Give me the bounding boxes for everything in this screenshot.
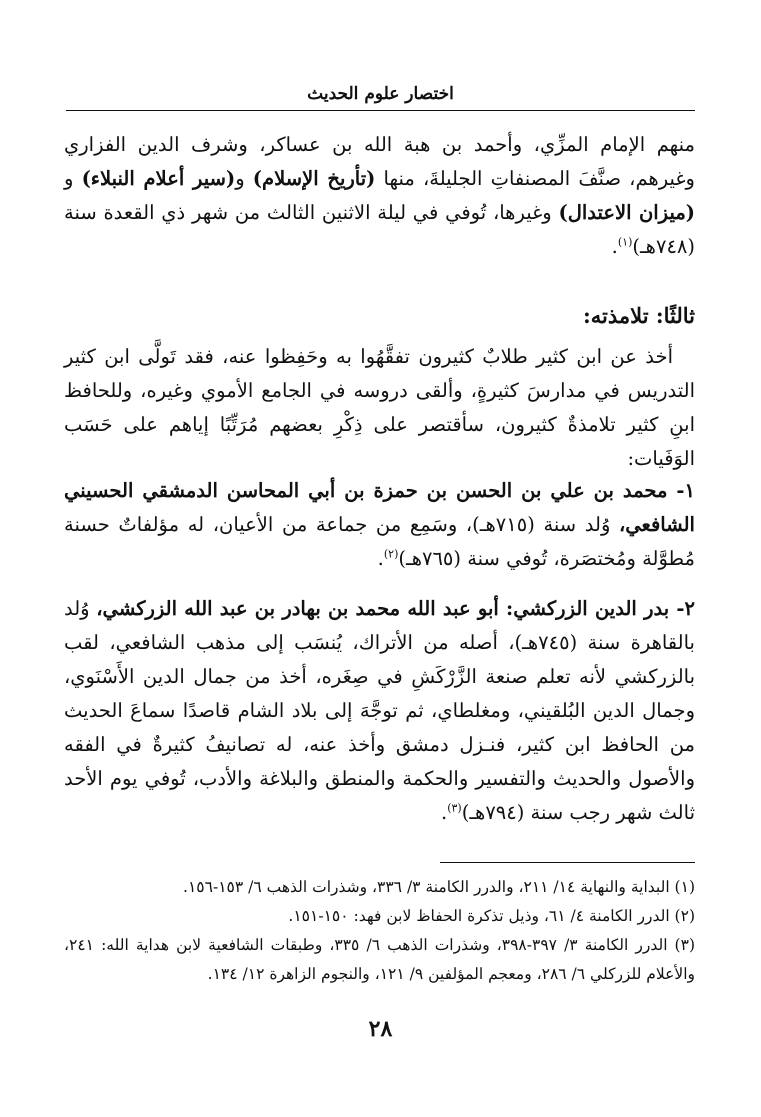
book-title-mizan: (ميزان الاعتدال): [558, 201, 695, 224]
book-title-siyar: (سير أعلام النبلاء): [81, 167, 236, 190]
header-rule: [66, 110, 695, 111]
footnotes: [64, 873, 695, 989]
text-segment: .: [441, 801, 448, 824]
student-bio: وُلد بالقاهرة سنة (٧٤٥هـ)، أصله من الأتراك، يُنسَب إلى مذهب الشافعي، لقب بالزركشي لأنه تعلم صنعة الزَّرْكَشِ في صِغَره، أخذ من جمال الدين الأَسْنَوي، وجمال الدين البُلقيني، ومغلطاي، ثم توجَّهَ إلى بلاد الشام قاصدًا سماعَ الحديث من الحافظ ابن كثير، فنـزل دمشق وأخذ عنه، له تصانيفُ كثيرةٌ في الفقه والأصول والحديث والتفسير والحكمة والمنطق والبلاغة والأدب، تُوفي يوم الأحد ثالث شهر رجب سنة (٧٩٤هـ): [64, 597, 695, 824]
text-segment: و: [235, 167, 253, 190]
paragraph-students-intro: [64, 340, 695, 476]
text-segment: .: [377, 547, 384, 570]
text-segment: .: [611, 235, 618, 258]
paragraph-text: [64, 128, 695, 264]
footnote-rule: [440, 862, 695, 863]
text-segment: وغيرها، تُوفي في ليلة الاثنين الثالث من شهر ذي القعدة سنة (٧٤٨هـ): [64, 201, 695, 258]
footnote-2: (٢) الدرر الكامنة ٤/ ٦١، وذيل تذكرة الحفاظ لابن فهد: ١٥٠-١٥١.: [288, 907, 695, 925]
page-number: ٢٨: [368, 1016, 393, 1042]
footnote-3: (٣) الدرر الكامنة ٣/ ٣٩٧-٣٩٨، وشذرات الذهب ٦/ ٣٣٥، وطبقات الشافعية لابن هداية الله: ٢٤١، والأعلام للزركلي ٦/ ٢٨٦، ومعجم المؤلفين ٩/ ١٢١، والنجوم الزاهرة ١٢/ ١٣٤.: [64, 936, 695, 983]
student-name: بدر الدين الزركشي: أبو عبد الله محمد بن بهادر بن عبد الله الزركشي،: [96, 597, 670, 620]
footnote-ref-2: (٢): [383, 547, 399, 561]
book-title-tarikh: (تأريخ الإسلام): [252, 167, 376, 190]
list-item-student-1: [64, 474, 695, 576]
section-heading-students: ثالثًا: تلامذته:: [583, 303, 695, 328]
running-head: اختصار علوم الحديث: [307, 84, 454, 104]
footnote-ref-3: (٣): [447, 801, 462, 815]
item-number: ٢-: [669, 597, 696, 620]
footnote-ref-1: (١): [617, 235, 633, 249]
footnote-1: (١) البداية والنهاية ١٤/ ٢١١، والدرر الكامنة ٣/ ٣٣٦، وشذرات الذهب ٦/ ١٥٣-١٥٦.: [183, 878, 695, 896]
paragraph-teachers: [64, 128, 695, 264]
paragraph-text: أخذ عن ابن كثير طلابٌ كثيرون تفقَّهُوا به وحَفِظوا عنه، فقد تَولَّى ابن كثير التدريس في مدارسَ كثيرةٍ، وألقى دروسه في الجامع الأموي وغيره، وللحافظ ابنِ كثير تلامذةٌ كثيرون، سأقتصر على ذِكْرِ بعضهم مُرَتِّبًا إياهم على حَسَب الوَفَيات:: [64, 345, 695, 470]
text-segment: منهم الإمام المزِّي، وأحمد بن هبة الله بن عساكر، وشرف الدين الفزاري وغيرهم، صنَّفَ المصنفاتِ الجليلةَ، منها: [64, 133, 695, 190]
text-segment: و: [64, 167, 82, 190]
student-bio: وُلد سنة (٧١٥هـ)، وسَمِع من جماعة من الأعيان، له مؤلفاتٌ حسنة مُطوَّلة ومُختصَرة، تُوفي سنة (٧٦٥هـ): [64, 513, 695, 570]
item-number: ١-: [667, 479, 695, 502]
list-item-student-2: [64, 592, 695, 830]
student-name: محمد بن علي بن الحسن بن حمزة بن أبي المحاسن الدمشقي الحسيني الشافعي،: [64, 479, 695, 536]
